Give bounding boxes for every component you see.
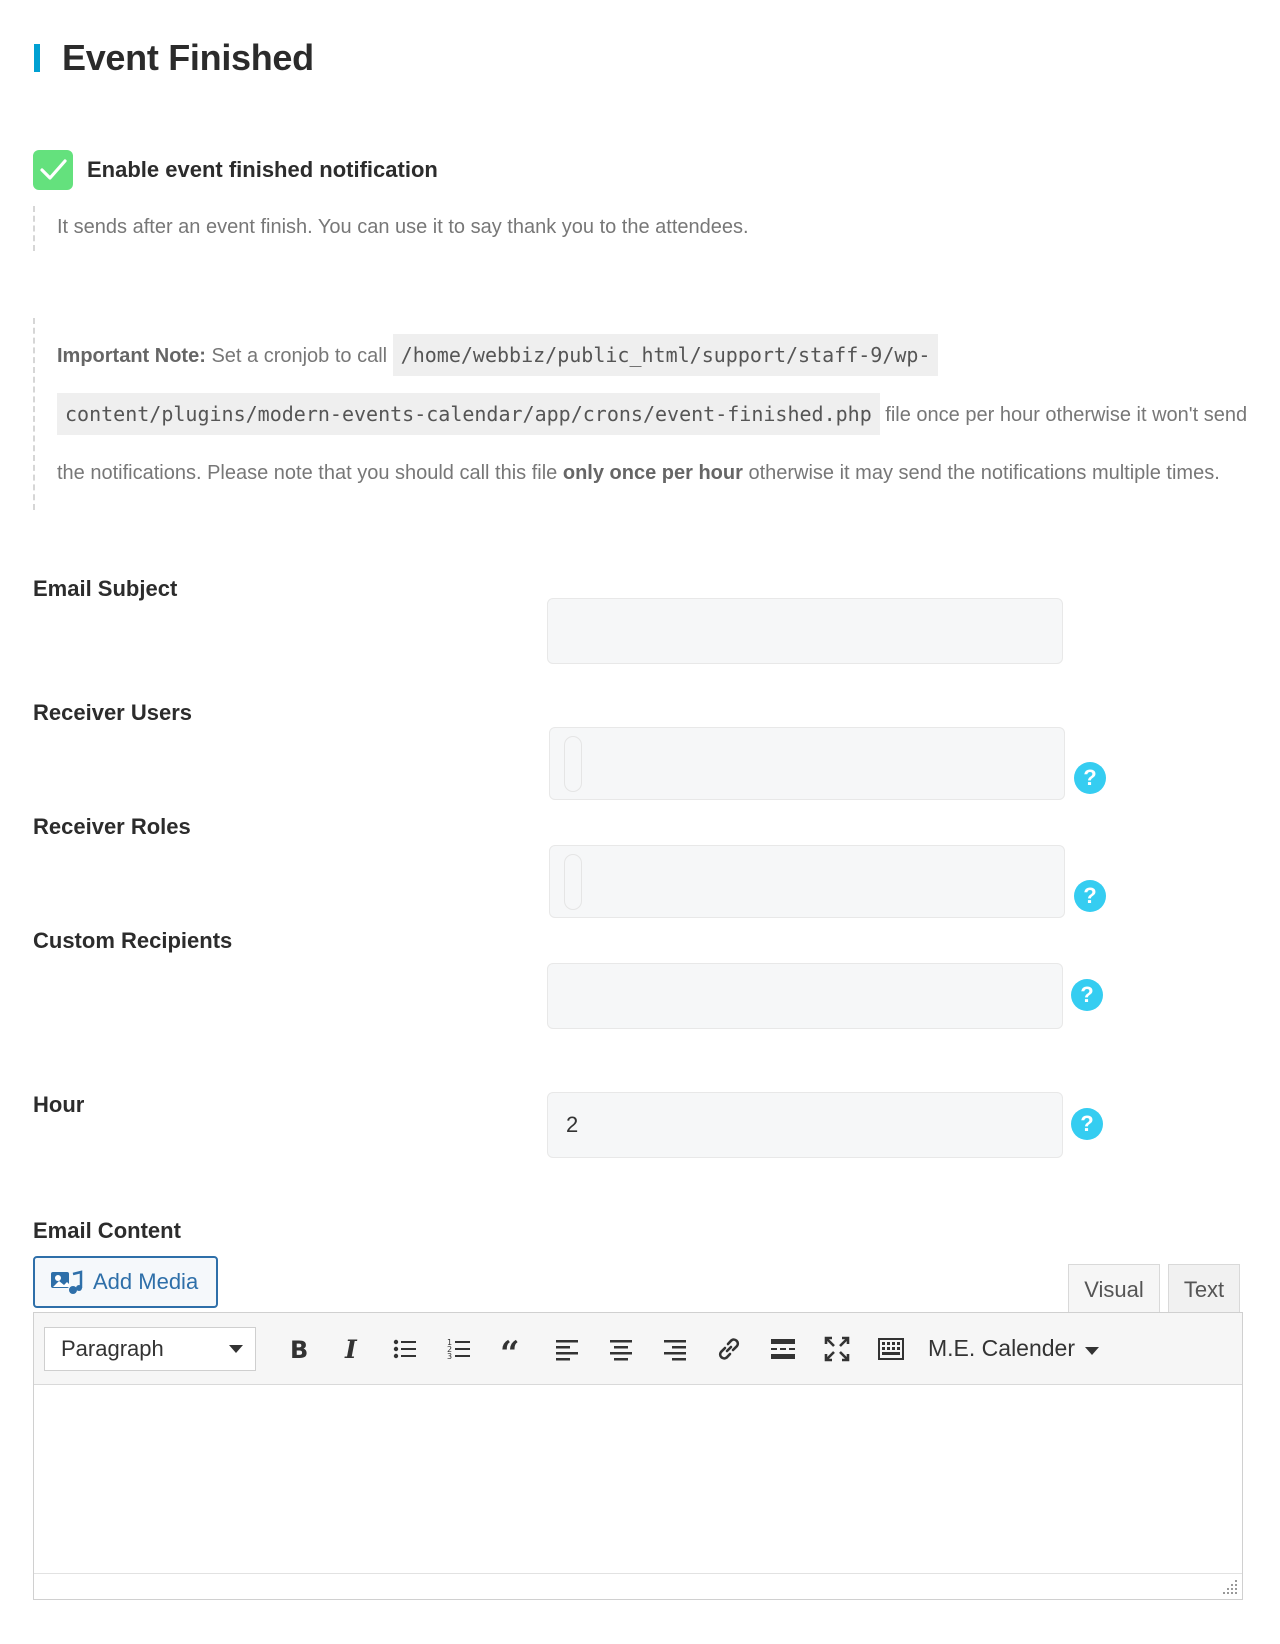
receiver-users-select[interactable] [549,727,1065,800]
enable-checkbox[interactable] [33,150,73,190]
bold-button[interactable] [270,1327,324,1371]
resize-handle-icon[interactable] [1222,1579,1238,1595]
align-right-icon [661,1335,689,1363]
svg-text:3: 3 [447,1351,453,1361]
receiver-users-label: Receiver Users [33,700,193,725]
page-title: Event Finished [62,37,314,78]
blockquote-button[interactable] [486,1327,540,1371]
editor-status-bar [34,1573,1242,1599]
email-content-editor[interactable] [33,1312,1243,1600]
tab-text[interactable]: Text [1168,1264,1240,1314]
format-select[interactable] [44,1327,256,1371]
read-more-button[interactable] [756,1327,810,1371]
svg-text:2: 2 [447,1344,453,1354]
caret-down-icon [1085,1347,1099,1355]
section-title [34,36,314,80]
email-subject-label: Email Subject [33,576,178,601]
link-button[interactable] [702,1327,756,1371]
me-calendar-dropdown[interactable] [928,1335,1099,1362]
numbered-list-button[interactable] [432,1327,486,1371]
align-center-button[interactable] [594,1327,648,1371]
fullscreen-button[interactable] [810,1327,864,1371]
custom-recipients-label: Custom Recipients [33,928,233,953]
align-center-icon [607,1335,635,1363]
align-left-button[interactable] [540,1327,594,1371]
format-select-value: Paragraph [61,1335,164,1361]
add-media-label: Add Media [93,1269,199,1294]
checkmark-icon [38,155,68,185]
bold-icon [283,1335,311,1363]
receiver-users-help-icon[interactable]: ? [1074,762,1106,794]
svg-text:I: I [345,1334,357,1363]
enable-notification-row[interactable] [33,150,438,190]
align-right-button[interactable] [648,1327,702,1371]
chevron-down-icon [229,1345,243,1353]
svg-text:“: “ [500,1334,520,1363]
toolbar-toggle-icon [877,1335,905,1363]
email-subject-input[interactable] [547,598,1063,664]
receiver-roles-select[interactable] [549,845,1065,918]
align-left-icon [553,1335,581,1363]
hour-input[interactable]: 2 [547,1092,1063,1158]
read-more-icon [769,1335,797,1363]
title-accent-bar [34,44,40,72]
italic-icon [337,1335,365,1363]
receiver-roles-search[interactable] [564,854,582,910]
email-content-label: Email Content [33,1218,181,1243]
important-note [33,318,1263,510]
link-icon [715,1335,743,1363]
notification-description: It sends after an event finish. You can use it to say thank you to the attendees. [33,206,1233,251]
note-text-before: Set a cronjob to call [205,345,393,367]
toolbar-toggle-button[interactable] [864,1327,918,1371]
note-text-end: otherwise it may send the notifications multiple times. [742,462,1220,484]
cron-path-part2: content/plugins/modern-events-calendar/app/crons/event-finished.php [57,393,880,435]
cron-path-part1: /home/webbiz/public_html/support/staff-9/wp- [393,334,939,376]
svg-text:1: 1 [447,1337,453,1347]
blockquote-icon [499,1335,527,1363]
receiver-roles-label: Receiver Roles [33,814,191,839]
tab-visual[interactable]: Visual [1068,1264,1160,1314]
note-label: Important Note: [57,345,206,367]
hour-help-icon[interactable]: ? [1071,1108,1103,1140]
bullet-list-icon [391,1335,419,1363]
custom-recipients-help-icon[interactable]: ? [1071,979,1103,1011]
bullet-list-button[interactable] [378,1327,432,1371]
note-bold-text: only once per hour [562,462,743,484]
receiver-users-search[interactable] [564,736,582,792]
numbered-list-icon [445,1335,473,1363]
enable-label: Enable event finished notification [87,157,438,182]
hour-label: Hour [33,1092,85,1117]
me-calendar-label: M.E. Calender [928,1335,1076,1361]
editor-content-area[interactable] [34,1385,1242,1557]
italic-button[interactable] [324,1327,378,1371]
fullscreen-icon [823,1335,851,1363]
note-text-after: file once per hour otherwise it won't send the notifications. Please note that you should call this file [57,404,1248,484]
media-icon [49,1266,83,1298]
custom-recipients-input[interactable] [547,963,1063,1029]
editor-toolbar [34,1313,1242,1385]
svg-text:B: B [290,1335,309,1363]
add-media-button[interactable] [33,1256,218,1308]
receiver-roles-help-icon[interactable]: ? [1074,880,1106,912]
